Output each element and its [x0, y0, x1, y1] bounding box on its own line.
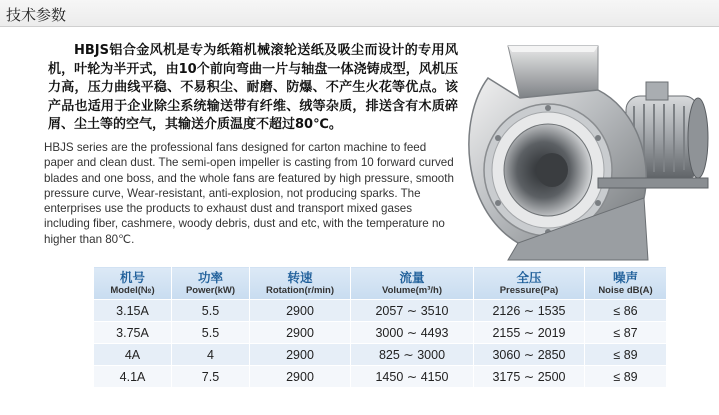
cell-pressure: 2126 ∼ 1535 — [474, 300, 585, 322]
header-rotation: 转速 Rotation(r/min) — [250, 267, 351, 300]
cell-noise: ≤ 86 — [585, 300, 667, 322]
cell-power: 7.5 — [172, 366, 250, 388]
cell-pressure: 2155 ∼ 2019 — [474, 322, 585, 344]
header-power: 功率 Power(kW) — [172, 267, 250, 300]
section-title: 技术参数 — [6, 6, 67, 24]
spec-table — [93, 266, 667, 388]
section-header — [0, 0, 719, 27]
chinese-description: HBJS铝合金风机是专为纸箱机械滚轮送纸及吸尘而设计的专用风机，叶轮为半开式，由10个前向弯曲一片与轴盘一体浇铸成型，风机压力高，压力曲线平稳、不易积尘、耐磨、防爆、不产生火花等优点。该产品也适用于企业除尘系统输送带有纤维、绒等杂质，排送含有木质碎屑、尘土等的空气，其输送介质温度不超过80℃。 — [48, 43, 458, 132]
table-row — [94, 344, 667, 366]
cell-rotation: 2900 — [250, 344, 351, 366]
cell-rotation: 2900 — [250, 366, 351, 388]
cell-model: 4.1A — [94, 366, 172, 388]
header-pressure: 全压 Pressure(Pa) — [474, 267, 585, 300]
cell-pressure: 3060 ∼ 2850 — [474, 344, 585, 366]
fan-icon — [448, 38, 716, 266]
cell-noise: ≤ 89 — [585, 344, 667, 366]
cell-pressure: 3175 ∼ 2500 — [474, 366, 585, 388]
cell-volume: 2057 ∼ 3510 — [351, 300, 474, 322]
cell-model: 3.75A — [94, 322, 172, 344]
spec-table-header-row — [94, 267, 667, 300]
header-noise: 噪声 Noise dB(A) — [585, 267, 667, 300]
english-description: HBJS series are the professional fans designed for carton machine to feed paper and clean dust. The semi-open impeller is casting from 10 forward curved blades and one boss, and the whole fans are featured by high pressure, smooth pressure curve, Wear-resistant, anti-explosion, not producing sparks. The enterprises use the products to exhaust dust and transport mixed gases including fiber, cashmere, woody debris, dust and etc, with the temperature no higher than 80℃. — [44, 141, 454, 246]
cell-volume: 825 ∼ 3000 — [351, 344, 474, 366]
fan-product-image — [448, 38, 716, 266]
table-row — [94, 300, 667, 322]
cell-volume: 3000 ∼ 4493 — [351, 322, 474, 344]
table-row — [94, 366, 667, 388]
cell-noise: ≤ 89 — [585, 366, 667, 388]
cell-rotation: 2900 — [250, 322, 351, 344]
cell-noise: ≤ 87 — [585, 322, 667, 344]
cell-model: 3.15A — [94, 300, 172, 322]
cell-power: 5.5 — [172, 322, 250, 344]
header-model: 机号 Model(№) — [94, 267, 172, 300]
table-row — [94, 322, 667, 344]
cell-rotation: 2900 — [250, 300, 351, 322]
header-volume: 流量 Volume(m³/h) — [351, 267, 474, 300]
cell-volume: 1450 ∼ 4150 — [351, 366, 474, 388]
cell-power: 4 — [172, 344, 250, 366]
cell-model: 4A — [94, 344, 172, 366]
cell-power: 5.5 — [172, 300, 250, 322]
